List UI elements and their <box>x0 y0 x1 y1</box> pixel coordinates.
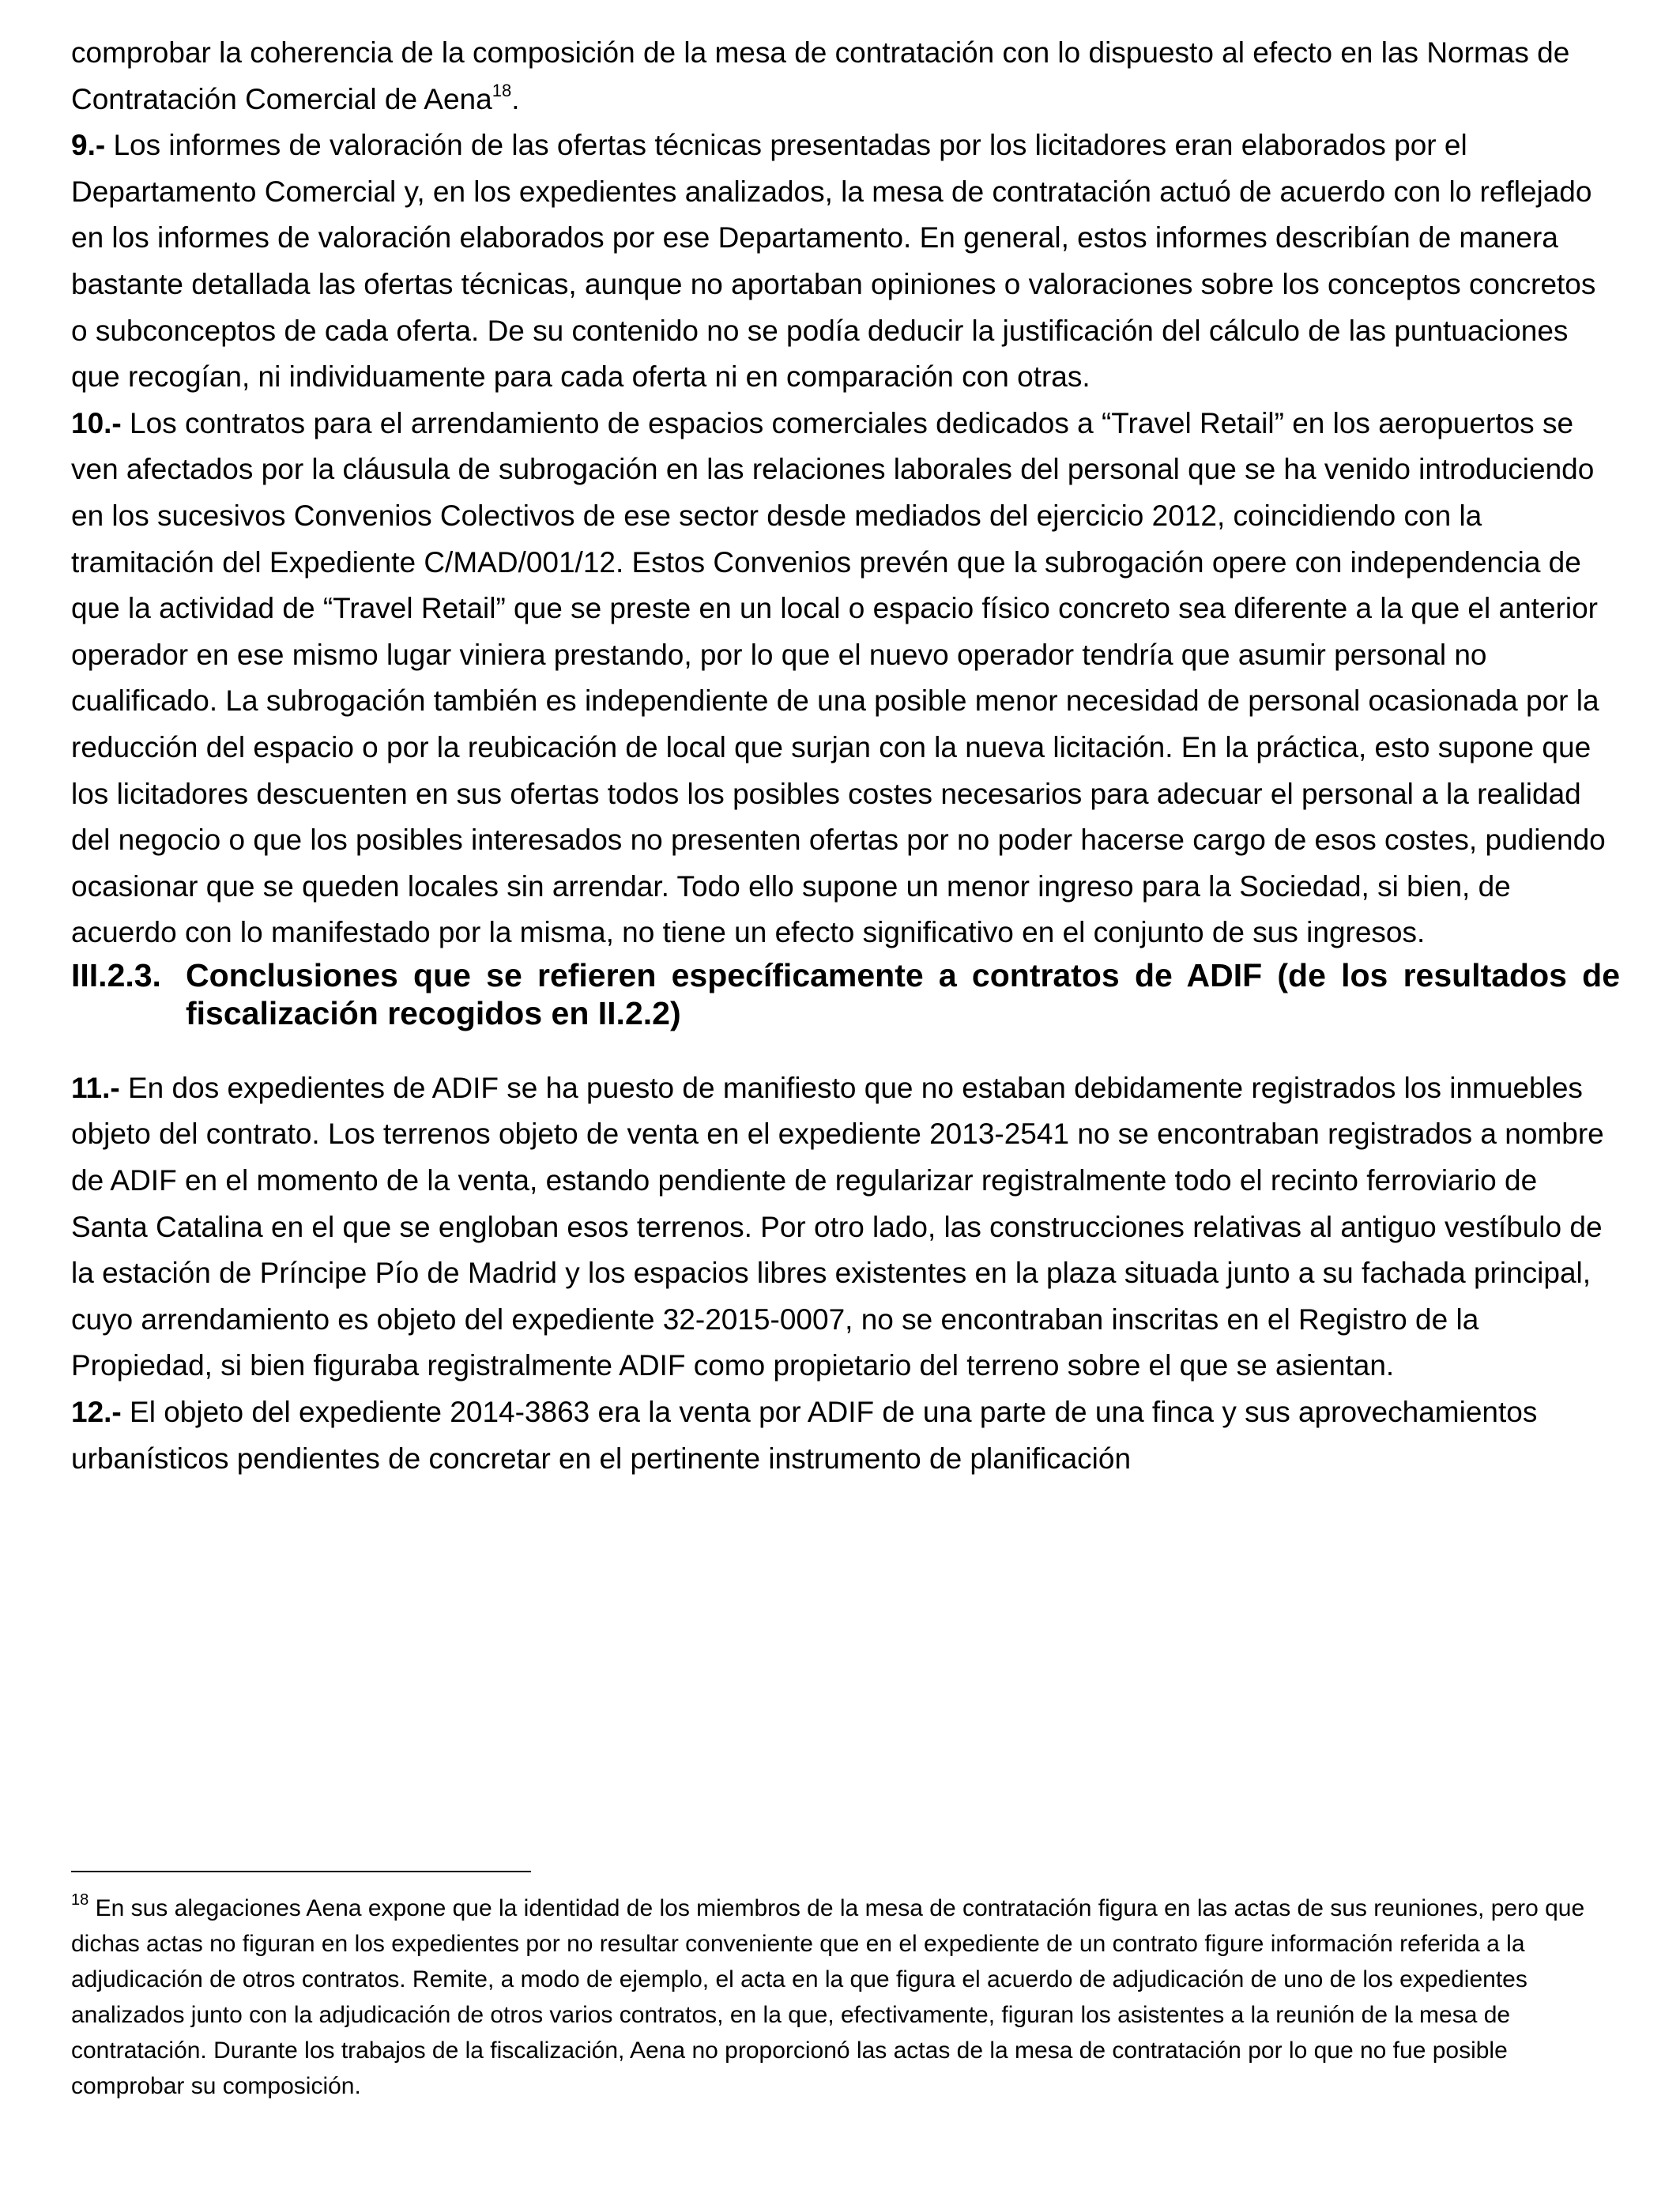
paragraph-number: 11.- <box>71 1071 120 1104</box>
footnote <box>71 1891 1620 2104</box>
paragraph-text: El objeto del expediente 2014-3863 era la venta por ADIF de una parte de una finca y sus aprovechamientos urbanísticos pendientes de concretar en el pertinente instrumento de planificación <box>71 1396 1538 1475</box>
section-heading <box>71 956 1620 1032</box>
section-title: Conclusiones que se refieren específicamente a contratos de ADIF (de los resultados de fiscalización recogidos en II.2.2) <box>186 956 1620 1031</box>
footnote-number: 18 <box>71 1891 89 1909</box>
paragraph-9 <box>71 123 1620 401</box>
paragraph-number: 9.- <box>71 129 106 162</box>
paragraph-text: Los contratos para el arrendamiento de espacios comerciales dedicados a “Travel Retail” en los aeropuertos se ven afectados por la cláusula de subrogación en las relaciones laborales del personal que se ha venido introduciendo en los sucesivos Convenios Colectivos de ese sector desde mediados del ejercicio 2012, coincidiendo con la tramitación del Expediente C/MAD/001/12. Estos Convenios prevén que la subrogación opere con independencia de que la actividad de “Travel Retail” que se preste en un local o espacio físico concreto sea diferente a la que el anterior operador en ese mismo lugar viniera prestando, por lo que el nuevo operador tendría que asumir personal no cualificado. La subrogación también es independiente de una posible menor necesidad de personal ocasionada por la reducción del espacio o por la reubicación de local que surjan con la nueva licitación. En la práctica, esto supone que los licitadores descuenten en sus ofertas todos los posibles costes necesarios para adecuar el personal a la realidad del negocio o que los posibles interesados no presenten ofertas por no poder hacerse cargo de esos costes, pudiendo ocasionar que se queden locales sin arrendar. Todo ello supone un menor ingreso para la Sociedad, si bien, de acuerdo con lo manifestado por la misma, no tiene un efecto significativo en el conjunto de sus ingresos. <box>71 406 1606 949</box>
intro-end: . <box>511 82 520 115</box>
paragraph-text: En dos expedientes de ADIF se ha puesto de manifiesto que no estaban debidamente registrados los inmuebles objeto del contrato. Los terrenos objeto de venta en el expediente 2013-2541 no se encontraban registrados a nombre de ADIF en el momento de la venta, estando pendiente de regularizar registralmente todo el recinto ferroviario de Santa Catalina en el que se engloban esos terrenos. Por otro lado, las construcciones relativas al antiguo vestíbulo de la estación de Príncipe Pío de Madrid y los espacios libres existentes en la plaza situada junto a su fachada principal, cuyo arrendamiento es objeto del expediente 32-2015-0007, no se encontraban inscritas en el Registro de la Propiedad, si bien figuraba registralmente ADIF como propietario del terreno sobre el que se asientan. <box>71 1071 1604 1382</box>
paragraph-text: Los informes de valoración de las ofertas técnicas presentadas por los licitadores eran elaborados por el Departamento Comercial y, en los expedientes analizados, la mesa de contratación actuó de acuerdo con lo reflejado en los informes de valoración elaborados por ese Departamento. En general, estos informes describían de manera bastante detallada las ofertas técnicas, aunque no aportaban opiniones o valoraciones sobre los conceptos concretos o subconceptos de cada oferta. De su contenido no se podía deducir la justificación del cálculo de las puntuaciones que recogían, ni individuamente para cada oferta ni en comparación con otras. <box>71 129 1596 394</box>
footnote-separator <box>71 1871 531 1872</box>
paragraph-number: 12.- <box>71 1396 122 1429</box>
intro-text: comprobar la coherencia de la composición de la mesa de contratación con lo dispuesto al efecto en las Normas de Contratación Comercial de Aena <box>71 36 1570 115</box>
footnote-text: En sus alegaciones Aena expone que la identidad de los miembros de la mesa de contratación figura en las actas de sus reuniones, pero que dichas actas no figuran en los expedientes por no resultar conveniente que en el expediente de un contrato figure información referida a la adjudicación de otros contratos. Remite, a modo de ejemplo, el acta en la que figura el acuerdo de adjudicación de uno de los expedientes analizados junto con la adjudicación de otros varios contratos, en la que, efectivamente, figuran los asistentes a la reunión de la mesa de contratación. Durante los trabajos de la fiscalización, Aena no proporcionó las actas de la mesa de contratación por lo que no fue posible comprobar su composición. <box>71 1895 1585 2099</box>
paragraph-11 <box>71 1065 1620 1389</box>
intro-paragraph <box>71 30 1620 123</box>
paragraph-number: 10.- <box>71 406 122 439</box>
section-number: III.2.3. <box>71 956 161 993</box>
document-page <box>71 30 1620 1482</box>
footnote-reference[interactable]: 18 <box>492 81 512 101</box>
paragraph-10 <box>71 401 1620 956</box>
paragraph-12 <box>71 1389 1620 1482</box>
